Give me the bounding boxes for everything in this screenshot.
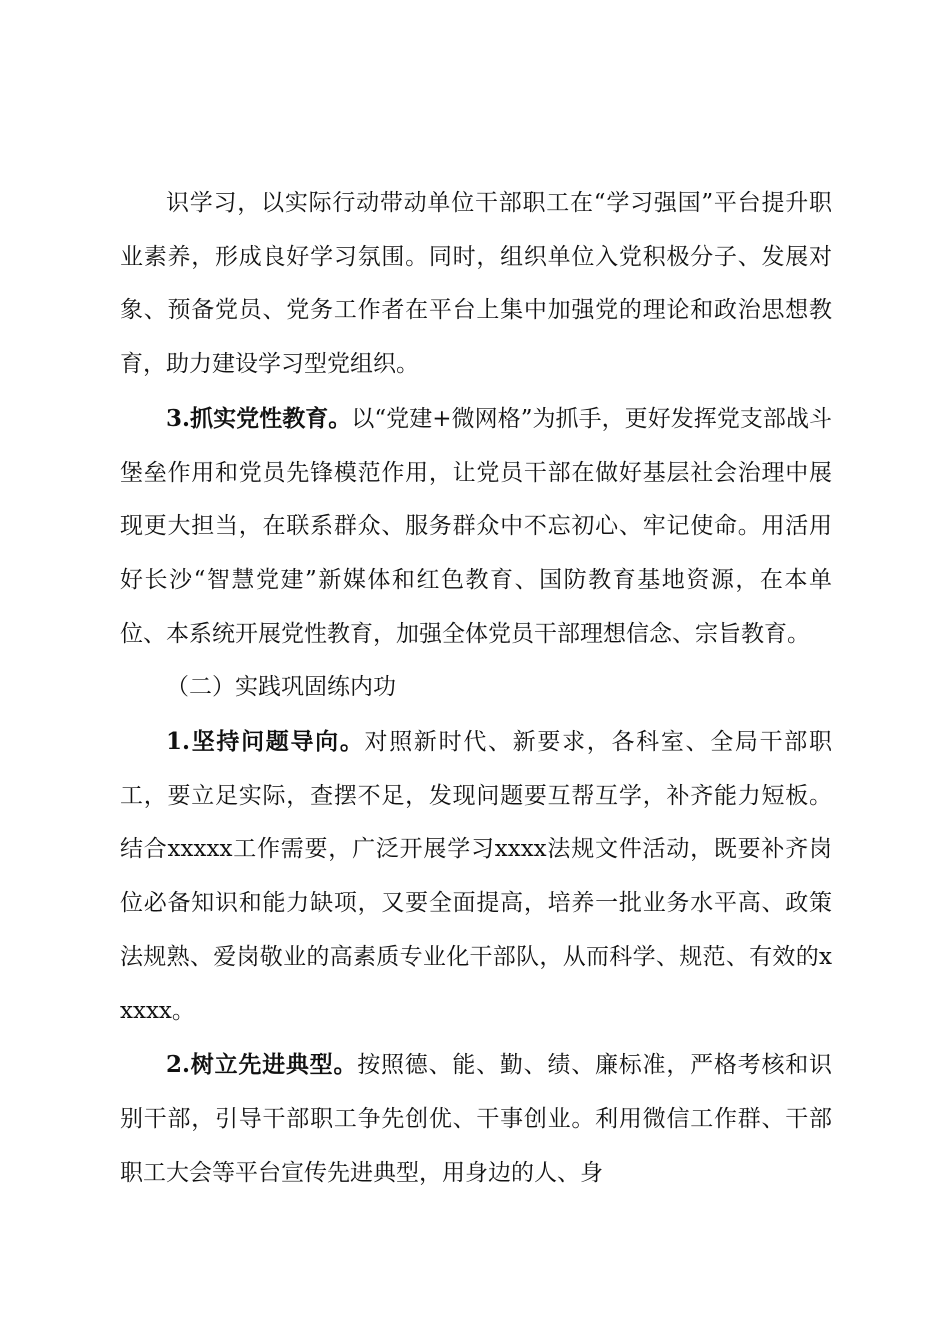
section-heading-text: （二）实践巩固练内功 — [166, 674, 396, 701]
document-body — [120, 177, 832, 1200]
paragraph-heading: 3.抓实党性教育。 — [166, 404, 352, 432]
paragraph-party-education — [120, 392, 832, 662]
paragraph-text: 对照新时代、新要求，各科室、全局干部职工，要立足实际，查摆不足，发现问题要互帮互学，补齐能力短板。结合xxxxx工作需要，广泛开展学习xxxx法规文件活动，既要补齐岗位必备知识和能力缺项，又要全面提高，培养一批业务水平高、政策法规熟、爱岗敬业的高素质专业化干部队，从而科学、规范、有效的xxxxx。 — [120, 729, 832, 1024]
paragraph-text: 识学习，以实际行动带动单位干部职工在“学习强国”平台提升职业素养，形成良好学习氛围。同时，组织单位入党积极分子、发展对象、预备党员、党务工作者在平台上集中加强党的理论和政治思想教育，助力建设学习型党组织。 — [120, 190, 832, 378]
paragraph-heading: 1.坚持问题导向。 — [166, 728, 365, 756]
paragraph-continuation — [120, 177, 832, 392]
paragraph-text: 以“党建+微网格”为抓手，更好发挥党支部战斗堡垒作用和党员先锋模范作用，让党员干部在做好基层社会治理中展现更大担当，在联系群众、服务群众中不忘初心、牢记使命。用活用好长沙“智慧党建”新媒体和红色教育、国防教育基地资源，在本单位、本系统开展党性教育，加强全体党员干部理想信念、宗旨教育。 — [120, 405, 832, 647]
paragraph-advanced-models — [120, 1038, 832, 1200]
paragraph-text: 按照德、能、勤、绩、廉标准，严格考核和识别干部，引导干部职工争先创优、干事创业。利用微信工作群、干部职工大会等平台宣传先进典型，用身边的人、身 — [120, 1052, 833, 1186]
section-heading — [120, 661, 832, 715]
paragraph-heading: 2.树立先进典型。 — [166, 1051, 358, 1079]
paragraph-problem-orientation — [120, 715, 832, 1038]
